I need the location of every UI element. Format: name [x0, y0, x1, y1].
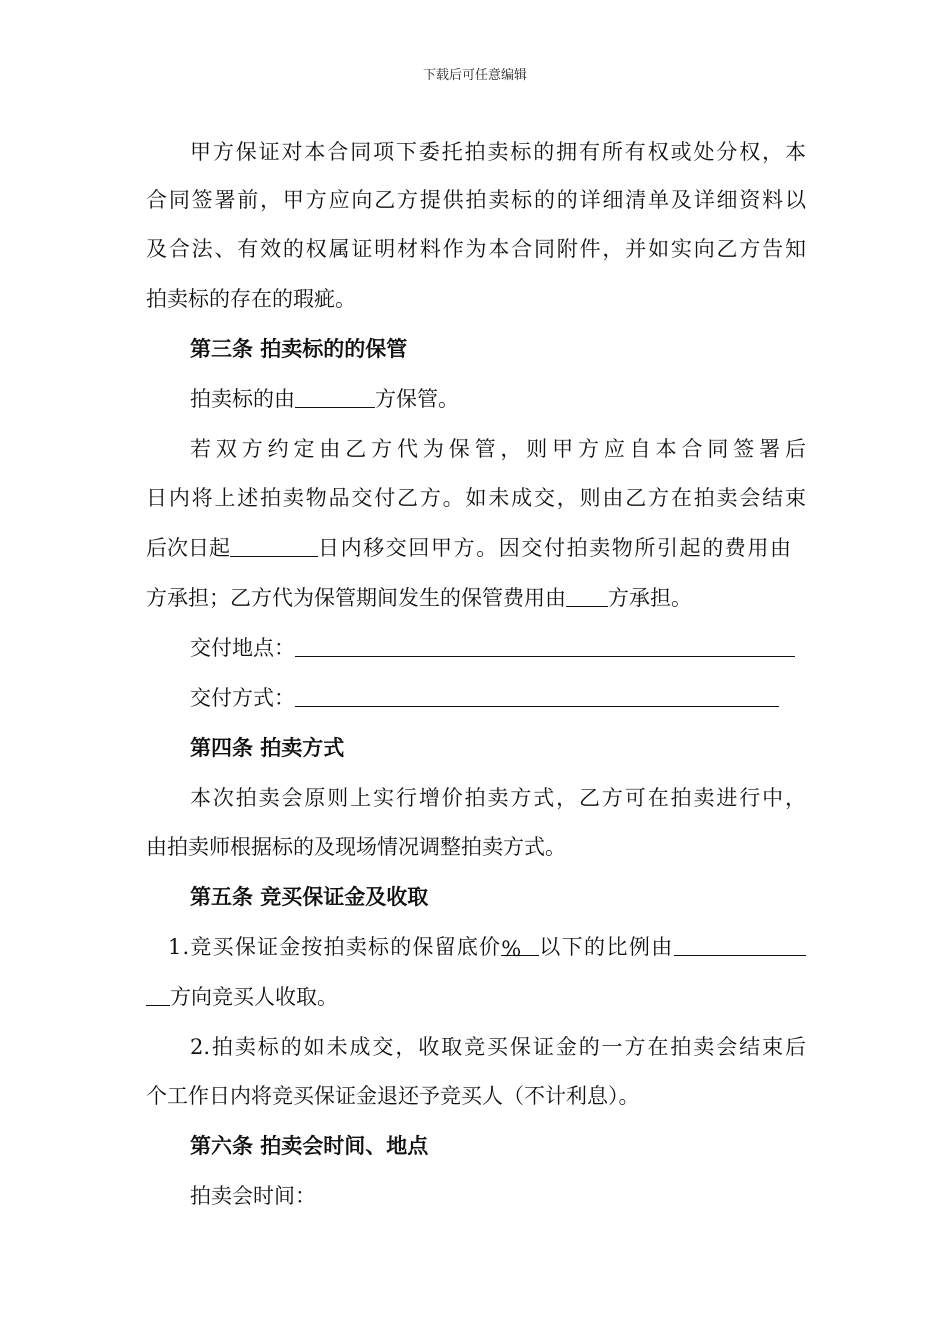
fee-text-a: 方承担；乙方代为保管期间发生的保管费用由: [146, 586, 566, 610]
deposit-text-a: 1.竞买保证金按拍卖标的保留底价: [168, 935, 502, 959]
custody-text-a: 拍卖标的由: [190, 387, 295, 411]
art3-para2-line2: 日内将上述拍卖物品交付乙方。如未成交，则由乙方在拍卖会结束: [146, 486, 806, 510]
art3-para2-line3: [146, 534, 806, 562]
delivery-place-blank[interactable]: [295, 636, 795, 657]
art4-line1: 本次拍卖会原则上实行增价拍卖方式，乙方可在拍卖进行中，: [190, 786, 806, 810]
delivery-method-blank[interactable]: [295, 686, 779, 707]
percent-sign: %: [501, 937, 522, 961]
auction-time-label: 拍卖会时间：: [190, 1184, 316, 1208]
para1-line1: 甲方保证对本合同项下委托拍卖标的拥有所有权或处分权，本: [190, 140, 806, 164]
return-days-text-b: 日内移交回甲方。因交付拍卖物所引起的费用由: [318, 536, 793, 560]
custody-party-blank[interactable]: [295, 387, 375, 408]
art3-para2-line1: 若双方约定由乙方代为保管，则甲方应自本合同签署后: [190, 437, 806, 461]
custody-line: [146, 385, 806, 413]
para1-line2: 合同签署前，甲方应向乙方提供拍卖标的的详细清单及详细资料以: [146, 188, 806, 212]
article3-title: 第三条 拍卖标的的保管: [190, 336, 408, 361]
return-days-text-a: 后次日起: [146, 536, 230, 560]
delivery-method-label: 交付方式：: [190, 686, 295, 710]
para1-line3: 及合法、有效的权属证明材料作为本合同附件，并如实向乙方告知: [146, 237, 806, 261]
delivery-place-label: 交付地点：: [190, 636, 295, 660]
art3-para2-line4: [146, 584, 806, 612]
deposit-party-blank-cont[interactable]: [146, 985, 170, 1006]
art5-item2-line2: 个工作日内将竞买保证金退还予竞买人（不计利息）。: [146, 1084, 640, 1108]
fee-text-b: 方承担。: [608, 586, 692, 610]
return-days-blank[interactable]: [230, 536, 318, 557]
article4-title: 第四条 拍卖方式: [190, 735, 345, 760]
fee-party-blank[interactable]: [566, 586, 608, 607]
art4-line2: 由拍卖师根据标的及现场情况调整拍卖方式。: [146, 835, 566, 859]
article6-title: 第六条 拍卖会时间、地点: [190, 1133, 429, 1158]
page-header: 下载后可任意编辑: [422, 68, 527, 83]
para1-line4: 拍卖标的存在的瑕疵。: [146, 287, 356, 311]
article5-title: 第五条 竞买保证金及收取: [190, 884, 429, 909]
delivery-place-line: [146, 634, 806, 662]
art5-item2-line1: 2.拍卖标的如未成交，收取竞买保证金的一方在拍卖会结束后: [190, 1035, 806, 1059]
deposit-party-blank[interactable]: [674, 935, 806, 956]
deposit-text-c: 方向竞买人收取。: [170, 985, 338, 1009]
delivery-method-line: [146, 684, 806, 712]
deposit-percent-blank[interactable]: [501, 935, 539, 961]
art5-item1-line1: [146, 933, 806, 961]
custody-text-b: 方保管。: [375, 387, 459, 411]
deposit-text-b: 以下的比例由: [539, 935, 674, 959]
art5-item1-line2: [146, 983, 806, 1011]
